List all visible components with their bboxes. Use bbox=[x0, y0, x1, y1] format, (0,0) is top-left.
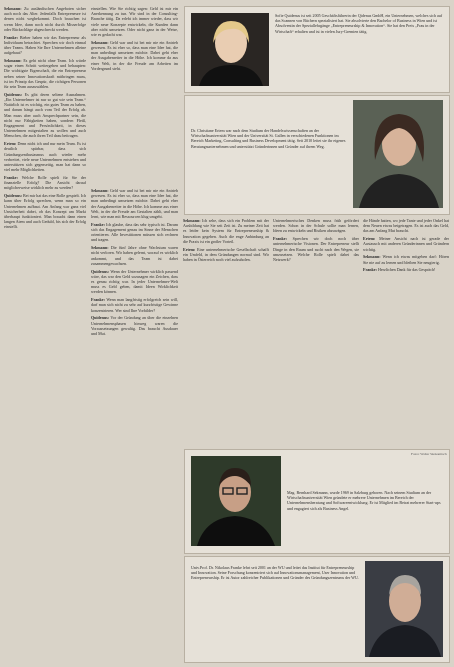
paragraph-text: Wenn ich etwas mitgeben darf: Hören Sie nie auf zu lernen und bleiben Sie neugierig. bbox=[363, 254, 449, 265]
paragraph-text: Zu ausländischen Angeboten sicher auch noch das Alter. Jedenfalls Entrepreneure ist denen nicht wegbekommt. Doch brauchen ist wenn Idee, dann noch nicht durch Misserfolge oder Rückschläge abgeschreckt werden. bbox=[4, 6, 86, 32]
paragraph-text: einstellen. Wie Sie richtig sagen: Geld ist mir ein Anerkennung zu tun. Wir sind in der Consulting-Branche tätig. Da erlebt ich immer wieder, dass wir viele neue Konzepte entwickeln, die Kunden dann aber nicht umsetzen. Oder nicht ganz in der Weise, wie es gedacht war. bbox=[91, 6, 178, 38]
bio-box-sekmann bbox=[184, 449, 450, 554]
paragraph bbox=[4, 175, 86, 191]
paragraph-text: Unternehmerisches Denken muss früh gefördert werden. Schon in der Schule sollte man lernen, Ideen zu entwickeln und Risiken abzuwägen. bbox=[273, 218, 359, 234]
portrait-photo-sekmann bbox=[191, 456, 281, 546]
speaker-name: Ertem: bbox=[183, 246, 196, 252]
paragraph-text: Ich sehe, dass sich ein Problem mit der Ausbildung wie Sie seit Zeit ist. Zu meiner Zeit hat es leider kein System für Entrepreneurship & Innovation gegeben. Auch die enge Anbindung an die Praxis ist ein großer Vorteil. bbox=[183, 218, 269, 244]
portrait-photo-ertem bbox=[353, 100, 443, 208]
speaker-name: Franke: bbox=[273, 236, 287, 242]
paragraph bbox=[363, 254, 449, 264]
paragraph bbox=[363, 267, 449, 272]
speaker-name: Quidenus: bbox=[91, 315, 109, 321]
speaker-name: Franke: bbox=[91, 221, 105, 227]
speaker-name: Sekmann: bbox=[91, 39, 109, 45]
portrait-image bbox=[353, 100, 443, 208]
paragraph bbox=[91, 40, 178, 71]
paragraph bbox=[363, 218, 449, 234]
paragraph-text: Wenn man langfristig erfolgreich sein will, darf man sich nicht zu sehr auf kurzfristige Gewinne konzentrieren. Wer sind Ihre Vorbilder? bbox=[91, 297, 178, 313]
paragraph-text: Eine unternehmerische Gesellschaft schafft ein Umfeld, in dem Gründungen normal sind. Wir haben in Österreich noch viel aufzuholen. bbox=[183, 246, 269, 263]
paragraph bbox=[4, 141, 86, 172]
paragraph bbox=[91, 269, 178, 295]
paragraph-text: Vor der Gründung an über die einzelnen Unternehmensphasen hinweg waren die Voraussetzungen gewaltig. Das braucht Ausdauer und Mut. bbox=[91, 315, 178, 337]
paragraph bbox=[91, 222, 178, 243]
speaker-name: Franke: bbox=[4, 34, 18, 40]
portrait-image bbox=[191, 456, 281, 546]
paragraph bbox=[4, 35, 86, 56]
speaker-name: Quidenus: bbox=[91, 268, 109, 274]
speaker-name: Ertem: bbox=[363, 236, 376, 242]
photo-credit: Fotos: Walter Skokanitsch bbox=[411, 452, 447, 456]
paragraph-text: Geld war und ist bei mir nie ein Antrieb gewesen. Es ist eher so, dass man eine Idee hat, die man unbedingt umsetzen möchte. Dabei geht eher der Ausgabenreiter in die Höhe. Ich komme aus einer Welt, in der die Freude am Gestalten zählt, und man lernt, wie man mit Ressourcen klug umgeht. bbox=[91, 188, 178, 220]
bio-caption-quidenus: Sofie Quidenus ist seit 2005 Geschäftsführerin der Qidenus GmbH, ein Unternehmen, welches sich auf das Scannen von Büchern spezialisiert hat. Sie absolvierte den Bachelor of Business in Wien und ist Absolventin der Speziallehrgänge „Entrepreneurship & Innovation“. Sie hat den Preis „Frau in der Wirtschaft“ erhalten und ist in vielen Jury-Gremien tätig. bbox=[275, 13, 443, 34]
column-4 bbox=[273, 218, 359, 443]
speaker-name: Sekmann: bbox=[363, 254, 381, 260]
portrait-photo-franke bbox=[365, 561, 443, 657]
column-1 bbox=[4, 6, 86, 661]
bio-box-franke bbox=[184, 556, 450, 663]
bio-box-quidenus bbox=[184, 6, 450, 93]
paragraph-text: Bei mir hat das eine Rolle gespielt. Ich kann über Erfolg sprechen, wenn man so ein Unternehmen aufbaut. Am Anfang war ganz viel Unsicherheit dabei, ob das Konzept am Markt überhaupt funktioniert. Man braucht dann einen langen Atem und auch Geduld, bis sich der Erfolg einstellt. bbox=[4, 193, 86, 230]
paragraph bbox=[91, 245, 178, 266]
paragraph bbox=[4, 193, 86, 229]
portrait-image bbox=[191, 13, 269, 86]
speaker-name: Ertem: bbox=[4, 141, 17, 147]
bio-caption-franke: Univ.Prof. Dr. Nikolaus Franke lehrt seit 2001 an der WU und leitet das Institut für Entrepreneurship und Innovation. Seine Forschung konzentriert sich auf Innovationsmanagement, User Innovation und Entrepreneurship. Er ist Autor zahlreicher Publikationen und Gründer des Gründungszentrums der WU. bbox=[191, 565, 359, 581]
paragraph bbox=[91, 6, 178, 37]
column-2-top bbox=[91, 6, 178, 181]
paragraph bbox=[273, 218, 359, 234]
paragraph bbox=[273, 236, 359, 262]
speaker-name: Franke: bbox=[4, 175, 18, 181]
paragraph bbox=[4, 58, 86, 89]
portrait-photo-quidenus bbox=[191, 13, 269, 86]
paragraph-text: die Hände hatten, wo jede Tante und jeder Onkel hat dem Neuen etwas beigetragen. Es ist auch das Geld, das am Anfang Mut braucht. bbox=[363, 218, 449, 234]
paragraph bbox=[4, 6, 86, 32]
speaker-name: Quidenus: bbox=[4, 91, 22, 97]
paragraph bbox=[91, 188, 178, 219]
paragraph bbox=[183, 218, 269, 244]
paragraph-text: Meiner Ansicht nach ist gerade der Austausch mit anderen Gründerinnen und Gründern wichtig. bbox=[363, 236, 449, 252]
paragraph bbox=[363, 236, 449, 252]
paragraph-text: Sprechen wir doch noch über unternehmerische Visionen. Der Entrepreneur stellt Dinge in den Raum und sucht nach den Wegen, sie umzusetzen. Welche Rolle spielt dabei das Netzwerk? bbox=[273, 236, 359, 263]
speaker-name: Sekmann: bbox=[91, 188, 109, 193]
column-5 bbox=[363, 218, 449, 443]
bio-box-ertem bbox=[184, 95, 450, 215]
paragraph-text: Bieber haben wir das Entrepreneur als Individuum betrachtet. Sprechen wir doch einmal über Teams. Haben Sie Ihre Unternehmen alleine aufgebaut? bbox=[4, 34, 86, 56]
speaker-name: Franke: bbox=[363, 267, 377, 273]
column-2-bottom bbox=[91, 188, 178, 661]
speaker-name: Sekmann: bbox=[183, 218, 201, 223]
portrait-image bbox=[365, 561, 443, 657]
paragraph bbox=[183, 247, 269, 263]
paragraph bbox=[4, 92, 86, 139]
column-3 bbox=[183, 218, 269, 443]
speaker-name: Sekmann: bbox=[4, 6, 22, 11]
paragraph-text: Geld war und ist bei mir nie ein Antrieb gewesen. Es ist eher so, dass man eine Idee hat, die man unbedingt umsetzen möchte. Dabei geht eher der Ausgabenreiter in die Höhe. Ich komme da aus einer Welt, in der die Freude am Arbeiten im Vordergrund steht. bbox=[91, 39, 178, 71]
paragraph-text: Denn nicht ich und nur mein Team. Es ist deutlich spürbar, dass sich Gründungsenthusiasmus auch wieder mehr verbreitet, viele neue Unternehmen entstehen und unterstützen sich gegenseitig, man hat dann so viel mehr Möglichkeiten. bbox=[4, 141, 86, 173]
paragraph-text: Es geht nicht ohne Team. Ich würde sogar einen Schritt weitergehen und behaupten: Die wichtigste Eigenschaft, die ein Entrepreneur neben seiner Innovationskraft mitbringen muss, ist im Prinzip das Gespür, die richtigen Personen für sein Team auszuwählen. bbox=[4, 58, 86, 90]
paragraph-text: Wenn der Unternehmer wirklich passend wäre, das war den Geld sozusagen ein Zeichen, dass es genau richtig war. In jeder Unternehmer-Welt muss es Geld geben, damit Ideen Wirklichkeit werden können. bbox=[91, 268, 178, 295]
speaker-name: Sekmann: bbox=[4, 58, 22, 64]
paragraph-text: Ich glaube, dass das sehr typisch ist. Darum sich das Engagement genau im Sinne der Menschen orientieren. Alle Investitionen müssen sich rechnen und tragen. bbox=[91, 221, 178, 243]
paragraph-text: Die fünf Jahre ohne Wachstum waren nicht verloren. Wir haben gelernt, worauf es wirklich ankommt, und das Team ist dabei zusammengewachsen. bbox=[91, 245, 178, 266]
paragraph bbox=[91, 315, 178, 336]
paragraph-text: Herzlichen Dank für das Gespräch! bbox=[377, 267, 436, 273]
speaker-name: Sekmann: bbox=[91, 245, 109, 251]
speaker-name: Quidenus: bbox=[4, 193, 22, 199]
bio-caption-ertem: Dr. Christiane Ertem war nach dem Studium der Handelswissenschaften an der Wirtschaftsuniversität Wien und der Universität St. Gallen in verschiedenen Funktionen im Bereich Marketing, Consulting und Business Development tätig. Seit 2010 leitet sie ihr eigenes Beratungsunternehmen und unterstützt Gründerinnen und Gründer auf ihrem Weg. bbox=[191, 128, 346, 149]
paragraph-text: Welche Rolle spielt für Sie der finanzielle Erfolg? Die Ansicht darauf möglicherweise wirklich mehr zu werden? bbox=[4, 175, 86, 191]
bio-caption-sekmann: Mag. Bernhard Sekmann, wurde 1969 in Salzburg geboren. Nach seinem Studium an der Wirtschaftsuniversität Wien gründete er mehrere Unternehmen im Bereich der Unternehmensberatung und Softwareentwicklung. Er ist Mitglied im Beirat mehrerer Start-ups und engagiert sich als Business Angel. bbox=[287, 490, 441, 511]
paragraph-text: Es gibt deren seltene Ausnahmen. „Ein Unternehmer ist nur so gut wie sein Team.“ Natürlich ist es wichtig, ein gutes Team zu haben, und darum hängt auch vom Teil der Erfolg ab. Man muss aber auch Ansprechpartner sein, die nicht nur Fähigkeiten haben, sondern Fleiß, Engagement und Persönlichkeit, in dieses Unternehmen mitgestalten zu wollen und auch Menschen, die auch ihren Teil dazu beitragen. bbox=[4, 91, 86, 139]
speaker-name: Franke: bbox=[91, 297, 105, 303]
paragraph bbox=[91, 297, 178, 313]
